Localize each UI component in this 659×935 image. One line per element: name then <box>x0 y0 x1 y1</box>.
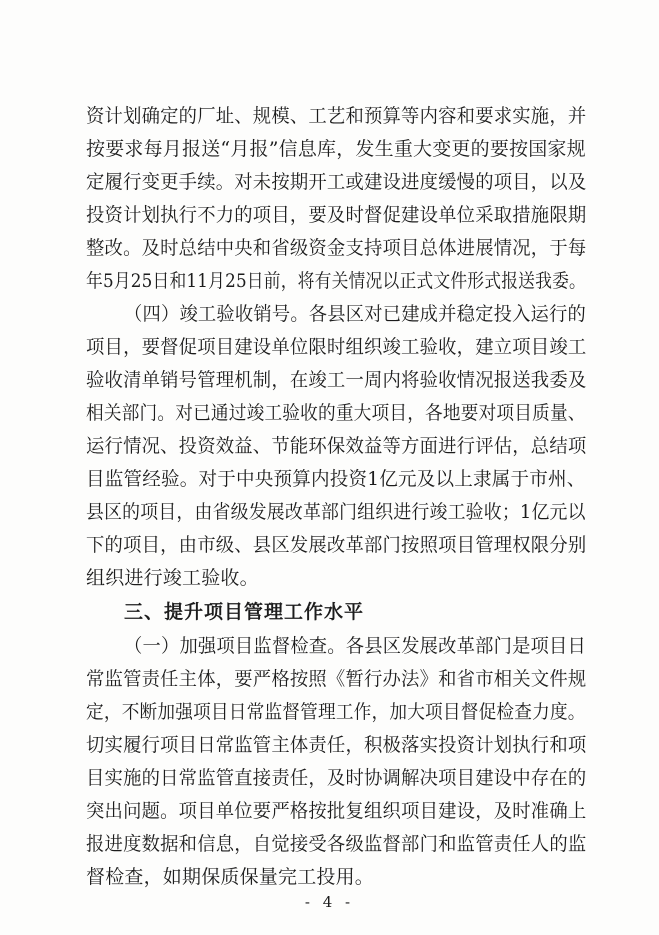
text-line: 县区的项目，由省级发展改革部门组织进行竣工验收；1亿元以 <box>86 501 586 523</box>
text-line: 整改。及时总结中央和省级资金支持项目总体进展情况，于每 <box>86 237 587 259</box>
section-heading: 三、提升项目管理工作水平 <box>124 601 365 623</box>
text-line: 运行情况、投资效益、节能环保效益等方面进行评估，总结项 <box>86 435 587 457</box>
paragraph-first-line: （四）竣工验收销号。各县区对已建成并稳定投入运行的 <box>124 303 587 325</box>
text-line: 常监管责任主体，要严格按照《暂行办法》和省市相关文件规 <box>86 668 587 690</box>
text-line: 项目，要督促项目建设单位限时组织竣工验收，建立项目竣工 <box>86 336 587 358</box>
paragraph-first-line: （一）加强项目监督检查。各县区发展改革部门是项目日 <box>124 635 587 657</box>
text-line: 验收清单销号管理机制，在竣工一周内将验收情况报送我委及 <box>86 369 587 391</box>
text-line: 相关部门。对已通过竣工验收的重大项目，各地要对项目质量、 <box>86 402 586 424</box>
text-line: 目监管经验。对于中央预算内投资1亿元及以上隶属于市州、 <box>86 468 586 490</box>
text-line: 资计划确定的厂址、规模、工艺和预算等内容和要求实施，并 <box>86 105 587 127</box>
text-line: 督检查，如期保质保量完工投用。 <box>86 866 375 888</box>
text-line: 报进度数据和信息，自觉接受各级监督部门和监管责任人的监 <box>86 833 587 855</box>
text-line: 定，不断加强项目日常监督管理工作，加大项目督促检查力度。 <box>86 701 586 723</box>
text-line: 年5月25日和11月25日前，将有关情况以正式文件形式报送我委。 <box>86 270 587 292</box>
text-line: 定履行变更手续。对未按期开工或建设进度缓慢的项目，以及 <box>86 171 587 193</box>
text-line: 按要求每月报送“月报”信息库，发生重大变更的要按国家规 <box>86 138 586 160</box>
page-number: - 4 - <box>304 893 355 911</box>
text-line: 切实履行项目日常监管主体责任，积极落实投资计划执行和项 <box>86 734 587 756</box>
text-line: 下的项目，由市级、县区发展改革部门按照项目管理权限分别 <box>86 534 587 556</box>
text-line: 投资计划执行不力的项目，要及时督促建设单位采取措施限期 <box>86 204 587 226</box>
text-line: 组织进行竣工验收。 <box>86 567 259 589</box>
text-line: 突出问题。项目单位要严格按批复组织项目建设，及时准确上 <box>86 800 587 822</box>
text-line: 目实施的日常监管直接责任，及时协调解决项目建设中存在的 <box>86 767 587 789</box>
